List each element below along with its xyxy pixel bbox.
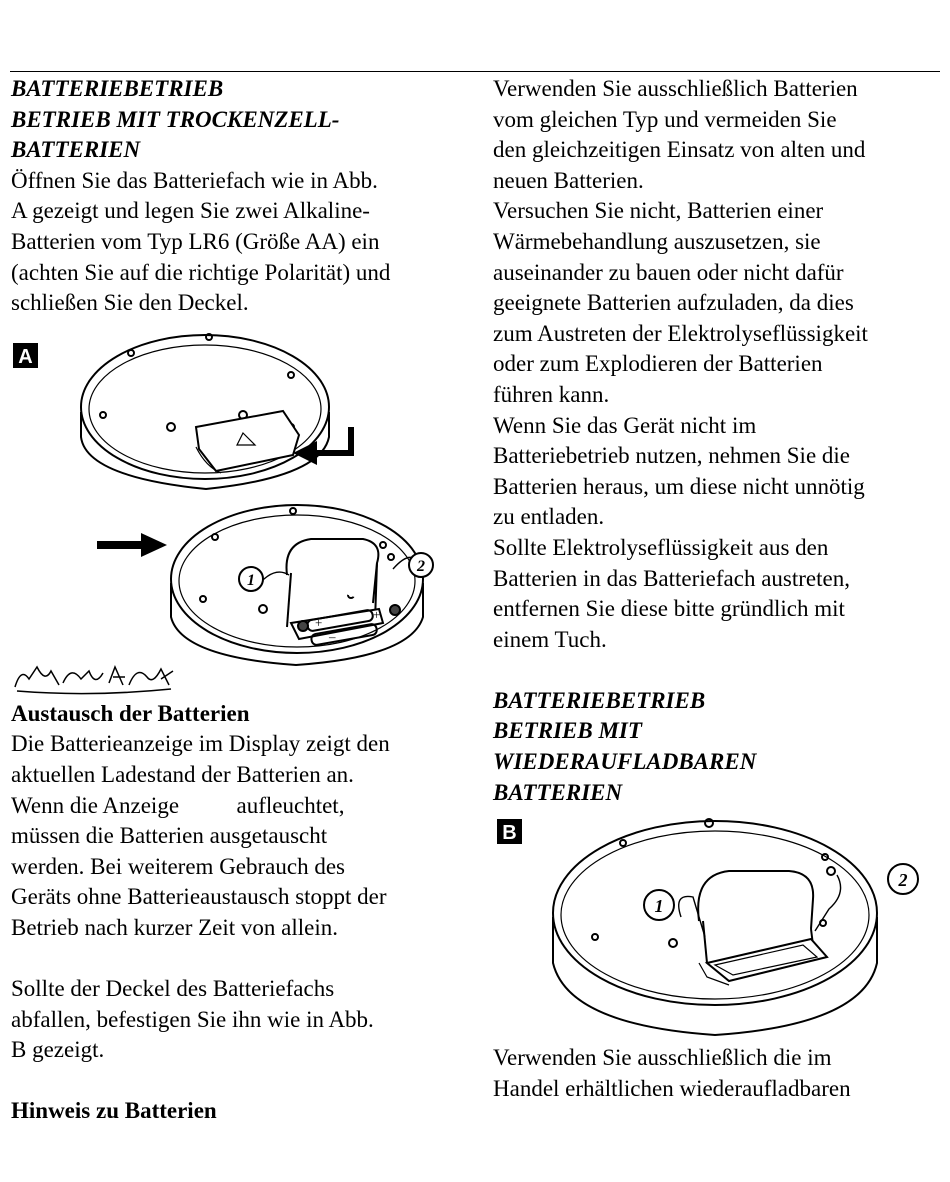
subheading-battery-notes: Hinweis zu Batterien [11, 1098, 217, 1124]
text-line: aktuellen Ladestand der Batterien an. [11, 761, 354, 787]
text-line: Betrieb nach kurzer Zeit von allein. [11, 914, 338, 940]
text-line: Verwenden Sie ausschließlich Batterien [493, 76, 858, 101]
text-line: einem Tuch. [493, 626, 607, 652]
heading-line: BETRIEB MIT TROCKENZELL- [11, 106, 340, 132]
step-2-label: 2 [898, 870, 908, 891]
subheading-battery-replacement: Austausch der Batterien [11, 700, 250, 726]
intro-paragraph [11, 166, 473, 319]
text-line: zum Austreten der Elektrolyseflüssigkeit [493, 320, 868, 346]
step-1-label: 1 [654, 896, 664, 917]
paragraph-gap [493, 655, 938, 686]
text-line: Geräts ohne Batterieaustausch stoppt der [11, 884, 387, 910]
text-line: Verwenden Sie ausschließlich die im [493, 1045, 832, 1071]
heading-line: BATTERIEN [493, 779, 623, 805]
text-line: oder zum Explodieren der Batterien [493, 351, 823, 377]
text-line: A gezeigt und legen Sie zwei Alkaline- [11, 198, 370, 224]
text-line: Handel erhältlichen wiederaufladbaren [493, 1075, 851, 1101]
top-rule [10, 71, 940, 72]
battery-warnings-paragraph [493, 74, 938, 655]
text-line: Batterien vom Typ LR6 (Größe AA) ein [11, 228, 380, 254]
paragraph-gap [11, 944, 473, 975]
minus-mark: – [329, 628, 336, 644]
heading-line: BATTERIEBETRIEB [493, 687, 706, 713]
text-line: schließen Sie den Deckel. [11, 290, 249, 316]
plus-mark: + [373, 606, 381, 622]
text-line: Öffnen Sie das Batteriefach wie in Abb. [11, 167, 378, 193]
text-line: müssen die Batterien ausgetauscht [11, 823, 328, 849]
heading-rechargeable [493, 686, 938, 808]
text-line: (achten Sie auf die richtige Polarität) und [11, 259, 391, 285]
rechargeable-paragraph [493, 1043, 938, 1104]
heading-line: BETRIEB MIT [493, 718, 642, 744]
lid-paragraph [11, 974, 473, 1066]
text-line: Wärmebehandlung auszusetzen, sie [493, 228, 821, 254]
text-line: entfernen Sie diese bitte gründlich mit [493, 596, 845, 622]
figure-b-lid-attachment [493, 813, 933, 1043]
text-line: vom gleichen Typ und vermeiden Sie [493, 106, 837, 132]
decorative-signature [15, 667, 173, 694]
right-column [493, 74, 938, 1104]
text-line: auseinander zu bauen oder nicht dafür [493, 259, 844, 285]
heading-line: WIEDERAUFLADBAREN [493, 749, 757, 775]
text-line: Wenn Sie das Gerät nicht im [493, 412, 757, 438]
text-line: Die Batterieanzeige im Display zeigt den [11, 731, 390, 757]
text-line: Sollte Elektrolyseflüssigkeit aus den [493, 534, 829, 560]
step-1-label: 1 [247, 571, 255, 589]
figure-a-battery-insertion [11, 327, 451, 699]
step-2-label: 2 [417, 557, 425, 575]
cd-player-open-illustration [553, 819, 877, 1035]
text-line: B gezeigt. [11, 1037, 105, 1063]
paragraph-gap [11, 1066, 473, 1097]
text-line: den gleichzeitigen Einsatz von alten und [493, 137, 866, 163]
text-line: geeignete Batterien aufzuladen, da dies [493, 290, 854, 316]
figure-b-label: B [502, 822, 517, 845]
text-line: Batterien in das Batteriefach austreten, [493, 565, 850, 591]
text-line: führen kann. [493, 381, 610, 407]
arrow-lower-head [141, 533, 167, 557]
replacement-paragraph [11, 729, 473, 943]
text-line: Batterien heraus, um diese nicht unnötig [493, 473, 865, 499]
heading-line: BATTERIEBETRIEB [11, 76, 224, 101]
text-line: neuen Batterien. [493, 167, 644, 193]
plus-mark: + [315, 614, 323, 630]
text-line: Wenn die Anzeige aufleuchtet, [11, 792, 345, 818]
text-line: Sollte der Deckel des Batteriefachs [11, 976, 335, 1002]
cd-player-top-illustration [81, 334, 329, 489]
text-line: abfallen, befestigen Sie ihn wie in Abb. [11, 1006, 374, 1032]
text-line: Versuchen Sie nicht, Batterien einer [493, 198, 824, 224]
heading-dry-cell [11, 74, 473, 166]
arrow-lower-shaft [97, 541, 141, 549]
cd-player-bottom-illustration [171, 505, 423, 665]
figure-a-label: A [18, 345, 33, 368]
text-line: Batteriebetrieb nutzen, nehmen Sie die [493, 443, 851, 469]
heading-line: BATTERIEN [11, 137, 141, 163]
text-line: werden. Bei weiterem Gebrauch des [11, 853, 345, 879]
text-line: zu entladen. [493, 504, 605, 530]
left-column [11, 74, 473, 1127]
